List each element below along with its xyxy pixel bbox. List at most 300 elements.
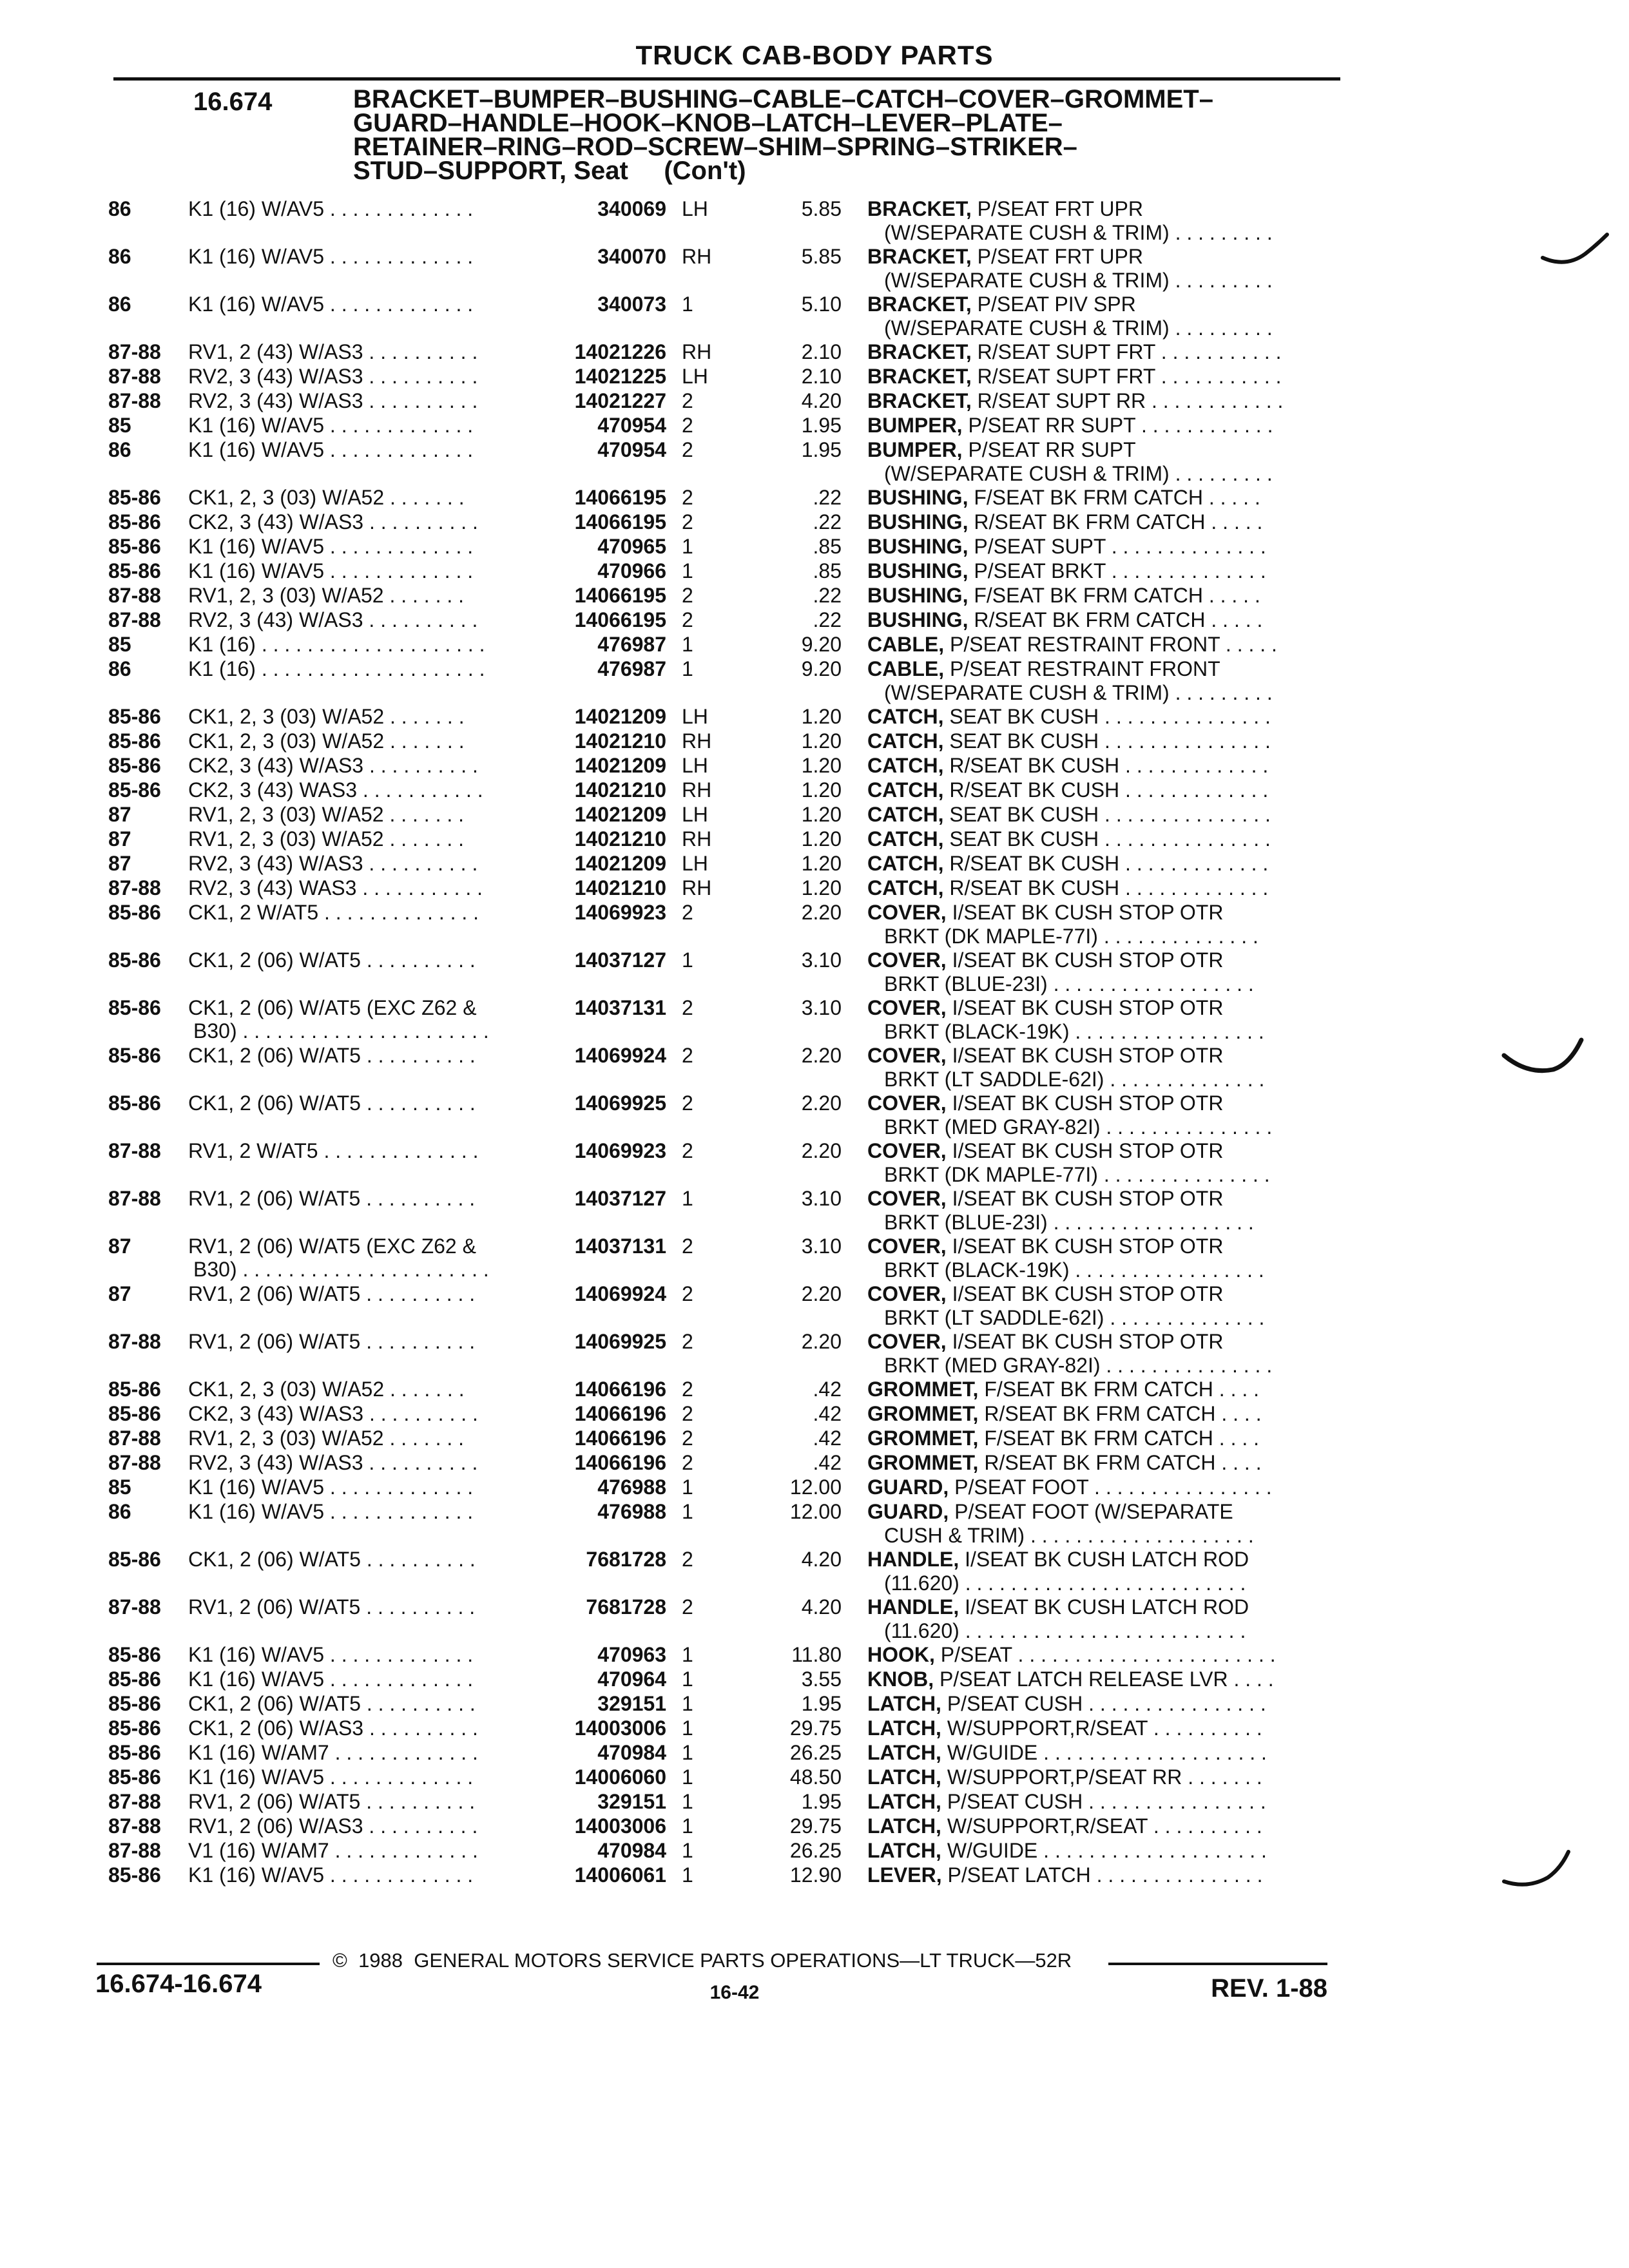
section-heading xyxy=(353,85,1358,185)
part-description-continued: (11.620) . . . . . . . . . . . . . . . . . . . . . . . . . xyxy=(884,1571,1246,1595)
part-year: 87-88 xyxy=(108,1330,161,1353)
part-description xyxy=(867,293,1341,316)
part-number: 470984 xyxy=(597,1741,666,1764)
table-row xyxy=(0,1091,1629,1139)
part-year: 87-88 xyxy=(108,1187,161,1210)
part-model: CK1, 2 (06) W/AS3 . . . . . . . . . . xyxy=(188,1716,478,1740)
part-description-text: SEAT BK CUSH . . . . . . . . . . . . . . . xyxy=(949,827,1271,850)
part-name: BRACKET, xyxy=(867,389,972,412)
part-name: CATCH, xyxy=(867,705,944,728)
part-name: CATCH, xyxy=(867,729,944,753)
part-number: 14021225 xyxy=(574,365,666,388)
part-price: 1.20 xyxy=(801,852,842,875)
part-model: CK1, 2 W/AT5 . . . . . . . . . . . . . . xyxy=(188,901,479,924)
part-number: 14066196 xyxy=(574,1378,666,1401)
part-price: 2.20 xyxy=(801,1330,842,1353)
part-description xyxy=(867,1475,1341,1499)
part-quantity: LH xyxy=(682,754,708,777)
part-quantity: LH xyxy=(682,365,708,388)
part-quantity: 2 xyxy=(682,414,693,437)
part-price: 1.20 xyxy=(801,827,842,850)
part-description xyxy=(867,1595,1341,1619)
part-description xyxy=(867,1716,1341,1740)
part-description-text: R/SEAT BK FRM CATCH . . . . xyxy=(984,1451,1262,1474)
part-name: COVER, xyxy=(867,1330,947,1353)
part-model: RV1, 2 (06) W/AT5 . . . . . . . . . . xyxy=(188,1330,476,1353)
part-number: 14021210 xyxy=(574,876,666,899)
part-description xyxy=(867,1643,1341,1667)
part-model: RV1, 2 (43) W/AS3 . . . . . . . . . . xyxy=(188,340,478,363)
part-quantity: 2 xyxy=(682,1451,693,1474)
part-model: RV2, 3 (43) W/AS3 . . . . . . . . . . xyxy=(188,852,478,875)
part-quantity: 2 xyxy=(682,1330,693,1353)
part-description-text: P/SEAT BRKT . . . . . . . . . . . . . . xyxy=(974,559,1266,582)
part-name: LATCH, xyxy=(867,1741,941,1764)
part-name: CABLE, xyxy=(867,657,945,680)
part-model: K1 (16) W/AV5 . . . . . . . . . . . . . xyxy=(188,1667,474,1691)
part-price: 2.20 xyxy=(801,1044,842,1067)
part-price: 4.20 xyxy=(801,389,842,412)
part-price: 1.95 xyxy=(801,438,842,461)
part-model: K1 (16) W/AV5 . . . . . . . . . . . . . xyxy=(188,559,474,582)
part-year: 85-86 xyxy=(108,729,161,753)
part-price: 1.95 xyxy=(801,1692,842,1715)
table-row xyxy=(0,657,1629,705)
table-row xyxy=(0,293,1629,340)
part-name: BRACKET, xyxy=(867,365,972,388)
part-price: 4.20 xyxy=(801,1595,842,1619)
part-name: GROMMET, xyxy=(867,1378,979,1401)
part-price: 3.10 xyxy=(801,1235,842,1258)
part-model: K1 (16) W/AV5 . . . . . . . . . . . . . xyxy=(188,245,474,268)
part-price: 48.50 xyxy=(789,1765,842,1789)
part-price: .42 xyxy=(813,1451,842,1474)
part-name: BUSHING, xyxy=(867,486,969,509)
part-number: 476987 xyxy=(597,633,666,656)
part-description xyxy=(867,1091,1341,1115)
part-description-text: I/SEAT BK CUSH STOP OTR xyxy=(952,996,1224,1019)
part-quantity: 2 xyxy=(682,1427,693,1450)
part-description-continued: (W/SEPARATE CUSH & TRIM) . . . . . . . . . xyxy=(884,269,1273,292)
part-year: 85-86 xyxy=(108,1643,161,1666)
part-model: RV1, 2 (06) W/AT5 . . . . . . . . . . xyxy=(188,1595,476,1619)
part-description-continued: BRKT (LT SADDLE-62I) . . . . . . . . . . . . . . xyxy=(884,1068,1265,1091)
part-name: GROMMET, xyxy=(867,1427,979,1450)
part-year: 85-86 xyxy=(108,1741,161,1764)
part-quantity: 2 xyxy=(682,996,693,1019)
part-name: BUSHING, xyxy=(867,510,969,533)
part-model: CK1, 2, 3 (03) W/A52 . . . . . . . xyxy=(188,705,465,728)
part-quantity: LH xyxy=(682,803,708,826)
part-description-text: I/SEAT BK CUSH STOP OTR xyxy=(952,1091,1224,1115)
table-row xyxy=(0,1044,1629,1091)
part-number: 14066195 xyxy=(574,608,666,631)
part-price: 26.25 xyxy=(789,1741,842,1764)
part-description xyxy=(867,1548,1341,1571)
part-description xyxy=(867,729,1341,753)
part-price: 2.20 xyxy=(801,1091,842,1115)
part-number: 14021209 xyxy=(574,803,666,826)
part-quantity: RH xyxy=(682,729,712,753)
part-quantity: 2 xyxy=(682,1139,693,1162)
part-year: 85-86 xyxy=(108,901,161,924)
part-number: 14006060 xyxy=(574,1765,666,1789)
part-description-text: W/GUIDE . . . . . . . . . . . . . . . . . . . . xyxy=(947,1839,1267,1862)
part-name: BRACKET, xyxy=(867,340,972,363)
part-number: 470964 xyxy=(597,1667,666,1691)
part-quantity: 2 xyxy=(682,1282,693,1305)
part-model: RV1, 2 (06) W/AT5 (EXC Z62 & xyxy=(188,1235,476,1258)
part-name: LATCH, xyxy=(867,1765,941,1789)
part-quantity: 1 xyxy=(682,559,693,582)
part-model: K1 (16) W/AV5 . . . . . . . . . . . . . xyxy=(188,438,474,461)
part-model: CK1, 2 (06) W/AT5 (EXC Z62 & xyxy=(188,996,477,1019)
part-model: RV1, 2 (06) W/AT5 . . . . . . . . . . xyxy=(188,1282,476,1305)
part-description xyxy=(867,1863,1341,1887)
table-row xyxy=(0,1282,1629,1330)
part-price: 3.10 xyxy=(801,1187,842,1210)
part-price: 2.20 xyxy=(801,1282,842,1305)
part-description xyxy=(867,1402,1341,1426)
table-row xyxy=(0,996,1629,1044)
part-model: RV1, 2, 3 (03) W/A52 . . . . . . . xyxy=(188,1427,465,1450)
table-row xyxy=(0,1330,1629,1378)
part-model: CK1, 2 (06) W/AT5 . . . . . . . . . . xyxy=(188,1692,476,1715)
part-model: RV1, 2, 3 (03) W/A52 . . . . . . . xyxy=(188,803,465,826)
part-model: K1 (16) W/AV5 . . . . . . . . . . . . . xyxy=(188,1475,474,1499)
part-model: K1 (16) W/AV5 . . . . . . . . . . . . . xyxy=(188,535,474,558)
handwritten-check-mark xyxy=(1501,1037,1585,1082)
part-year: 87-88 xyxy=(108,1790,161,1813)
footer-copyright: © 1988 GENERAL MOTORS SERVICE PARTS OPERATIONS—LT TRUCK—52R xyxy=(333,1949,1072,1972)
part-description xyxy=(867,340,1341,364)
part-description xyxy=(867,1839,1341,1863)
part-year: 87 xyxy=(108,803,131,826)
part-name: BRACKET, xyxy=(867,197,972,220)
part-year: 85 xyxy=(108,414,131,437)
part-quantity: 1 xyxy=(682,1814,693,1838)
part-description-text: R/SEAT BK CUSH . . . . . . . . . . . . . xyxy=(949,778,1269,802)
part-description-text: F/SEAT BK FRM CATCH . . . . . xyxy=(974,584,1260,607)
section-heading-line: STUD–SUPPORT, Seat (Con't) xyxy=(353,157,746,185)
part-model-continued: B30) . . . . . . . . . . . . . . . . . . . . . . xyxy=(193,1258,489,1281)
part-quantity: 2 xyxy=(682,1595,693,1619)
part-year: 87 xyxy=(108,827,131,850)
part-year: 85-86 xyxy=(108,1667,161,1691)
part-number: 14021210 xyxy=(574,778,666,802)
part-model: RV2, 3 (43) W/AS3 . . . . . . . . . . xyxy=(188,389,478,412)
part-number: 476988 xyxy=(597,1475,666,1499)
part-price: 1.95 xyxy=(801,414,842,437)
part-year: 86 xyxy=(108,657,131,680)
part-quantity: 1 xyxy=(682,1667,693,1691)
part-description xyxy=(867,608,1341,632)
part-description-text: R/SEAT BK CUSH . . . . . . . . . . . . . xyxy=(949,754,1269,777)
part-model: K1 (16) W/AV5 . . . . . . . . . . . . . xyxy=(188,1765,474,1789)
part-description xyxy=(867,1378,1341,1401)
part-description xyxy=(867,1790,1341,1814)
part-name: CATCH, xyxy=(867,852,944,875)
part-year: 87-88 xyxy=(108,584,161,607)
part-model: RV2, 3 (43) W/AS3 . . . . . . . . . . xyxy=(188,608,478,631)
part-year: 87-88 xyxy=(108,1139,161,1162)
part-description-text: P/SEAT PIV SPR xyxy=(977,293,1136,316)
part-price: .42 xyxy=(813,1427,842,1450)
part-model: RV2, 3 (43) W/AS3 . . . . . . . . . . xyxy=(188,365,478,388)
part-price: 29.75 xyxy=(789,1814,842,1838)
part-number: 14069923 xyxy=(574,901,666,924)
header-rule xyxy=(113,77,1340,81)
part-model: K1 (16) . . . . . . . . . . . . . . . . . . . . xyxy=(188,657,485,680)
part-number: 329151 xyxy=(597,1790,666,1813)
part-description-continued: BRKT (DK MAPLE-77I) . . . . . . . . . . . . . . . xyxy=(884,1163,1270,1186)
part-description xyxy=(867,486,1341,510)
table-row xyxy=(0,1595,1629,1643)
part-year: 85-86 xyxy=(108,1402,161,1425)
part-year: 85-86 xyxy=(108,1765,161,1789)
part-description-continued: BRKT (BLACK-19K) . . . . . . . . . . . . . . . . . xyxy=(884,1258,1264,1282)
part-quantity: 1 xyxy=(682,1187,693,1210)
part-description-text: P/SEAT CUSH . . . . . . . . . . . . . . . . xyxy=(947,1790,1266,1813)
part-quantity: 2 xyxy=(682,510,693,533)
part-model: RV1, 2 (06) W/AT5 . . . . . . . . . . xyxy=(188,1790,476,1813)
part-model: CK1, 2 (06) W/AT5 . . . . . . . . . . xyxy=(188,1548,476,1571)
part-year: 85-86 xyxy=(108,1091,161,1115)
part-description-text: P/SEAT FRT UPR xyxy=(977,197,1143,220)
part-model: K1 (16) W/AV5 . . . . . . . . . . . . . xyxy=(188,293,474,316)
part-price: 3.10 xyxy=(801,948,842,972)
handwritten-check-mark xyxy=(1540,232,1611,271)
part-name: CATCH, xyxy=(867,876,944,899)
part-name: GUARD, xyxy=(867,1500,949,1523)
part-description xyxy=(867,1667,1341,1691)
part-name: BUMPER, xyxy=(867,438,963,461)
part-model: RV1, 2 (06) W/AS3 . . . . . . . . . . xyxy=(188,1814,478,1838)
part-price: 26.25 xyxy=(789,1839,842,1862)
part-description-text: R/SEAT SUPT FRT . . . . . . . . . . . xyxy=(977,340,1282,363)
part-quantity: 1 xyxy=(682,1863,693,1887)
part-name: LATCH, xyxy=(867,1790,941,1813)
part-quantity: RH xyxy=(682,245,712,268)
part-description xyxy=(867,657,1341,681)
part-model: K1 (16) W/AV5 . . . . . . . . . . . . . xyxy=(188,1643,474,1666)
table-row xyxy=(0,1139,1629,1187)
part-quantity: 1 xyxy=(682,1500,693,1523)
part-year: 85-86 xyxy=(108,778,161,802)
part-description-text: P/SEAT LATCH . . . . . . . . . . . . . . . xyxy=(947,1863,1263,1887)
part-model: CK1, 2 (06) W/AT5 . . . . . . . . . . xyxy=(188,948,476,972)
part-description xyxy=(867,948,1341,972)
part-name: CATCH, xyxy=(867,827,944,850)
part-description xyxy=(867,876,1341,900)
part-year: 86 xyxy=(108,438,131,461)
part-quantity: 1 xyxy=(682,293,693,316)
part-model: RV1, 2, 3 (03) W/A52 . . . . . . . xyxy=(188,584,465,607)
part-quantity: 1 xyxy=(682,1716,693,1740)
part-name: HANDLE, xyxy=(867,1548,959,1571)
part-description-text: I/SEAT BK CUSH LATCH ROD xyxy=(965,1595,1249,1619)
part-year: 85-86 xyxy=(108,754,161,777)
part-description-text: F/SEAT BK FRM CATCH . . . . xyxy=(984,1427,1260,1450)
part-name: COVER, xyxy=(867,1044,947,1067)
part-description xyxy=(867,365,1341,389)
part-model: RV2, 3 (43) WAS3 . . . . . . . . . . . xyxy=(188,876,483,899)
part-number: 14037127 xyxy=(574,948,666,972)
part-price: .42 xyxy=(813,1402,842,1425)
part-description-text: I/SEAT BK CUSH STOP OTR xyxy=(952,901,1224,924)
part-description xyxy=(867,1044,1341,1068)
part-model-continued: B30) . . . . . . . . . . . . . . . . . . . . . . xyxy=(193,1019,489,1043)
part-year: 85-86 xyxy=(108,535,161,558)
part-description xyxy=(867,559,1341,583)
part-description-continued: (W/SEPARATE CUSH & TRIM) . . . . . . . . . xyxy=(884,221,1273,244)
part-year: 85 xyxy=(108,633,131,656)
table-row xyxy=(0,1548,1629,1595)
part-description-continued: (11.620) . . . . . . . . . . . . . . . . . . . . . . . . . xyxy=(884,1619,1246,1642)
part-number: 14069924 xyxy=(574,1282,666,1305)
part-model: K1 (16) W/AM7 . . . . . . . . . . . . . xyxy=(188,1741,478,1764)
part-quantity: RH xyxy=(682,340,712,363)
part-number: 14006061 xyxy=(574,1863,666,1887)
part-name: LEVER, xyxy=(867,1863,942,1887)
section-heading-line: BRACKET–BUMPER–BUSHING–CABLE–CATCH–COVER–GROMMET– xyxy=(353,85,1213,113)
part-number: 476988 xyxy=(597,1500,666,1523)
part-price: 1.20 xyxy=(801,803,842,826)
part-quantity: 2 xyxy=(682,901,693,924)
part-year: 87-88 xyxy=(108,1595,161,1619)
part-quantity: 1 xyxy=(682,948,693,972)
part-price: 3.10 xyxy=(801,996,842,1019)
part-name: GROMMET, xyxy=(867,1451,979,1474)
part-quantity: 2 xyxy=(682,584,693,607)
part-year: 85-86 xyxy=(108,1378,161,1401)
part-price: 12.00 xyxy=(789,1475,842,1499)
part-price: 1.20 xyxy=(801,729,842,753)
part-description-text: P/SEAT SUPT . . . . . . . . . . . . . . xyxy=(974,535,1266,558)
part-year: 87-88 xyxy=(108,1814,161,1838)
part-number: 340070 xyxy=(597,245,666,268)
part-description xyxy=(867,1692,1341,1716)
part-number: 340073 xyxy=(597,293,666,316)
part-price: .22 xyxy=(813,486,842,509)
part-description-continued: BRKT (MED GRAY-82I) . . . . . . . . . . . . . . . xyxy=(884,1354,1273,1377)
part-year: 85 xyxy=(108,1475,131,1499)
part-quantity: 1 xyxy=(682,535,693,558)
part-price: 1.20 xyxy=(801,754,842,777)
part-description-text: I/SEAT BK CUSH STOP OTR xyxy=(952,1235,1224,1258)
part-description xyxy=(867,1814,1341,1838)
part-price: .85 xyxy=(813,535,842,558)
part-name: COVER, xyxy=(867,901,947,924)
part-name: KNOB, xyxy=(867,1667,934,1691)
part-description-text: P/SEAT FOOT (W/SEPARATE xyxy=(954,1500,1233,1523)
part-description xyxy=(867,705,1341,729)
part-quantity: 1 xyxy=(682,1475,693,1499)
part-name: LATCH, xyxy=(867,1814,941,1838)
part-description-text: R/SEAT SUPT RR . . . . . . . . . . . . xyxy=(977,389,1284,412)
part-description-text: F/SEAT BK FRM CATCH . . . . . xyxy=(974,486,1260,509)
part-description-text: P/SEAT FOOT . . . . . . . . . . . . . . . . xyxy=(954,1475,1272,1499)
part-name: LATCH, xyxy=(867,1692,941,1715)
part-number: 470966 xyxy=(597,559,666,582)
part-description xyxy=(867,1139,1341,1163)
part-number: 329151 xyxy=(597,1692,666,1715)
part-year: 87-88 xyxy=(108,340,161,363)
part-price: .22 xyxy=(813,584,842,607)
table-row xyxy=(0,197,1629,245)
part-price: .22 xyxy=(813,608,842,631)
part-name: BUMPER, xyxy=(867,414,963,437)
part-year: 87 xyxy=(108,852,131,875)
part-description xyxy=(867,633,1341,657)
part-description xyxy=(867,1187,1341,1211)
part-description-text: SEAT BK CUSH . . . . . . . . . . . . . . . xyxy=(949,705,1271,728)
part-model: RV1, 2 W/AT5 . . . . . . . . . . . . . . xyxy=(188,1139,479,1162)
part-description xyxy=(867,1765,1341,1789)
part-description-text: I/SEAT BK CUSH STOP OTR xyxy=(952,1330,1224,1353)
table-row xyxy=(0,1500,1629,1548)
part-name: COVER, xyxy=(867,1282,947,1305)
footer-revision: REV. 1-88 xyxy=(1211,1974,1327,2003)
part-price: 12.00 xyxy=(789,1500,842,1523)
footer-left-rule xyxy=(97,1963,320,1965)
part-description-continued: (W/SEPARATE CUSH & TRIM) . . . . . . . . . xyxy=(884,462,1273,485)
part-model: CK2, 3 (43) W/AS3 . . . . . . . . . . xyxy=(188,1402,478,1425)
part-year: 87-88 xyxy=(108,608,161,631)
part-description-text: P/SEAT RR SUPT xyxy=(968,438,1136,461)
section-heading-line: GUARD–HANDLE–HOOK–KNOB–LATCH–LEVER–PLATE– xyxy=(353,109,1063,137)
part-description-text: I/SEAT BK CUSH STOP OTR xyxy=(952,1187,1224,1210)
part-description-text: W/SUPPORT,P/SEAT RR . . . . . . . xyxy=(947,1765,1262,1789)
part-name: COVER, xyxy=(867,1187,947,1210)
part-quantity: 2 xyxy=(682,438,693,461)
part-description-text: I/SEAT BK CUSH STOP OTR xyxy=(952,1044,1224,1067)
part-quantity: 2 xyxy=(682,1402,693,1425)
part-description xyxy=(867,1282,1341,1306)
part-description-continued: (W/SEPARATE CUSH & TRIM) . . . . . . . . . xyxy=(884,316,1273,340)
part-quantity: 2 xyxy=(682,1044,693,1067)
part-model: RV1, 2 (06) W/AT5 . . . . . . . . . . xyxy=(188,1187,476,1210)
part-description-text: P/SEAT CUSH . . . . . . . . . . . . . . . . xyxy=(947,1692,1266,1715)
part-description xyxy=(867,584,1341,608)
part-quantity: 2 xyxy=(682,486,693,509)
part-number: 14066195 xyxy=(574,584,666,607)
part-price: 2.10 xyxy=(801,340,842,363)
part-number: 340069 xyxy=(597,197,666,220)
part-quantity: LH xyxy=(682,852,708,875)
part-description-text: R/SEAT BK FRM CATCH . . . . . xyxy=(974,608,1263,631)
part-year: 85-86 xyxy=(108,1716,161,1740)
part-number: 470954 xyxy=(597,438,666,461)
part-price: 5.85 xyxy=(801,197,842,220)
part-year: 87-88 xyxy=(108,1451,161,1474)
part-quantity: RH xyxy=(682,876,712,899)
part-year: 85-86 xyxy=(108,948,161,972)
part-year: 85-86 xyxy=(108,1548,161,1571)
part-model: RV2, 3 (43) W/AS3 . . . . . . . . . . xyxy=(188,1451,478,1474)
part-model: K1 (16) W/AV5 . . . . . . . . . . . . . xyxy=(188,197,474,220)
part-name: GUARD, xyxy=(867,1475,949,1499)
part-description-text: R/SEAT BK FRM CATCH . . . . xyxy=(984,1402,1262,1425)
part-year: 87-88 xyxy=(108,1839,161,1862)
part-name: BUSHING, xyxy=(867,584,969,607)
part-quantity: 2 xyxy=(682,1091,693,1115)
part-number: 476987 xyxy=(597,657,666,680)
part-description-text: SEAT BK CUSH . . . . . . . . . . . . . . . xyxy=(949,803,1271,826)
part-number: 470963 xyxy=(597,1643,666,1666)
part-year: 87-88 xyxy=(108,1427,161,1450)
part-quantity: 1 xyxy=(682,633,693,656)
